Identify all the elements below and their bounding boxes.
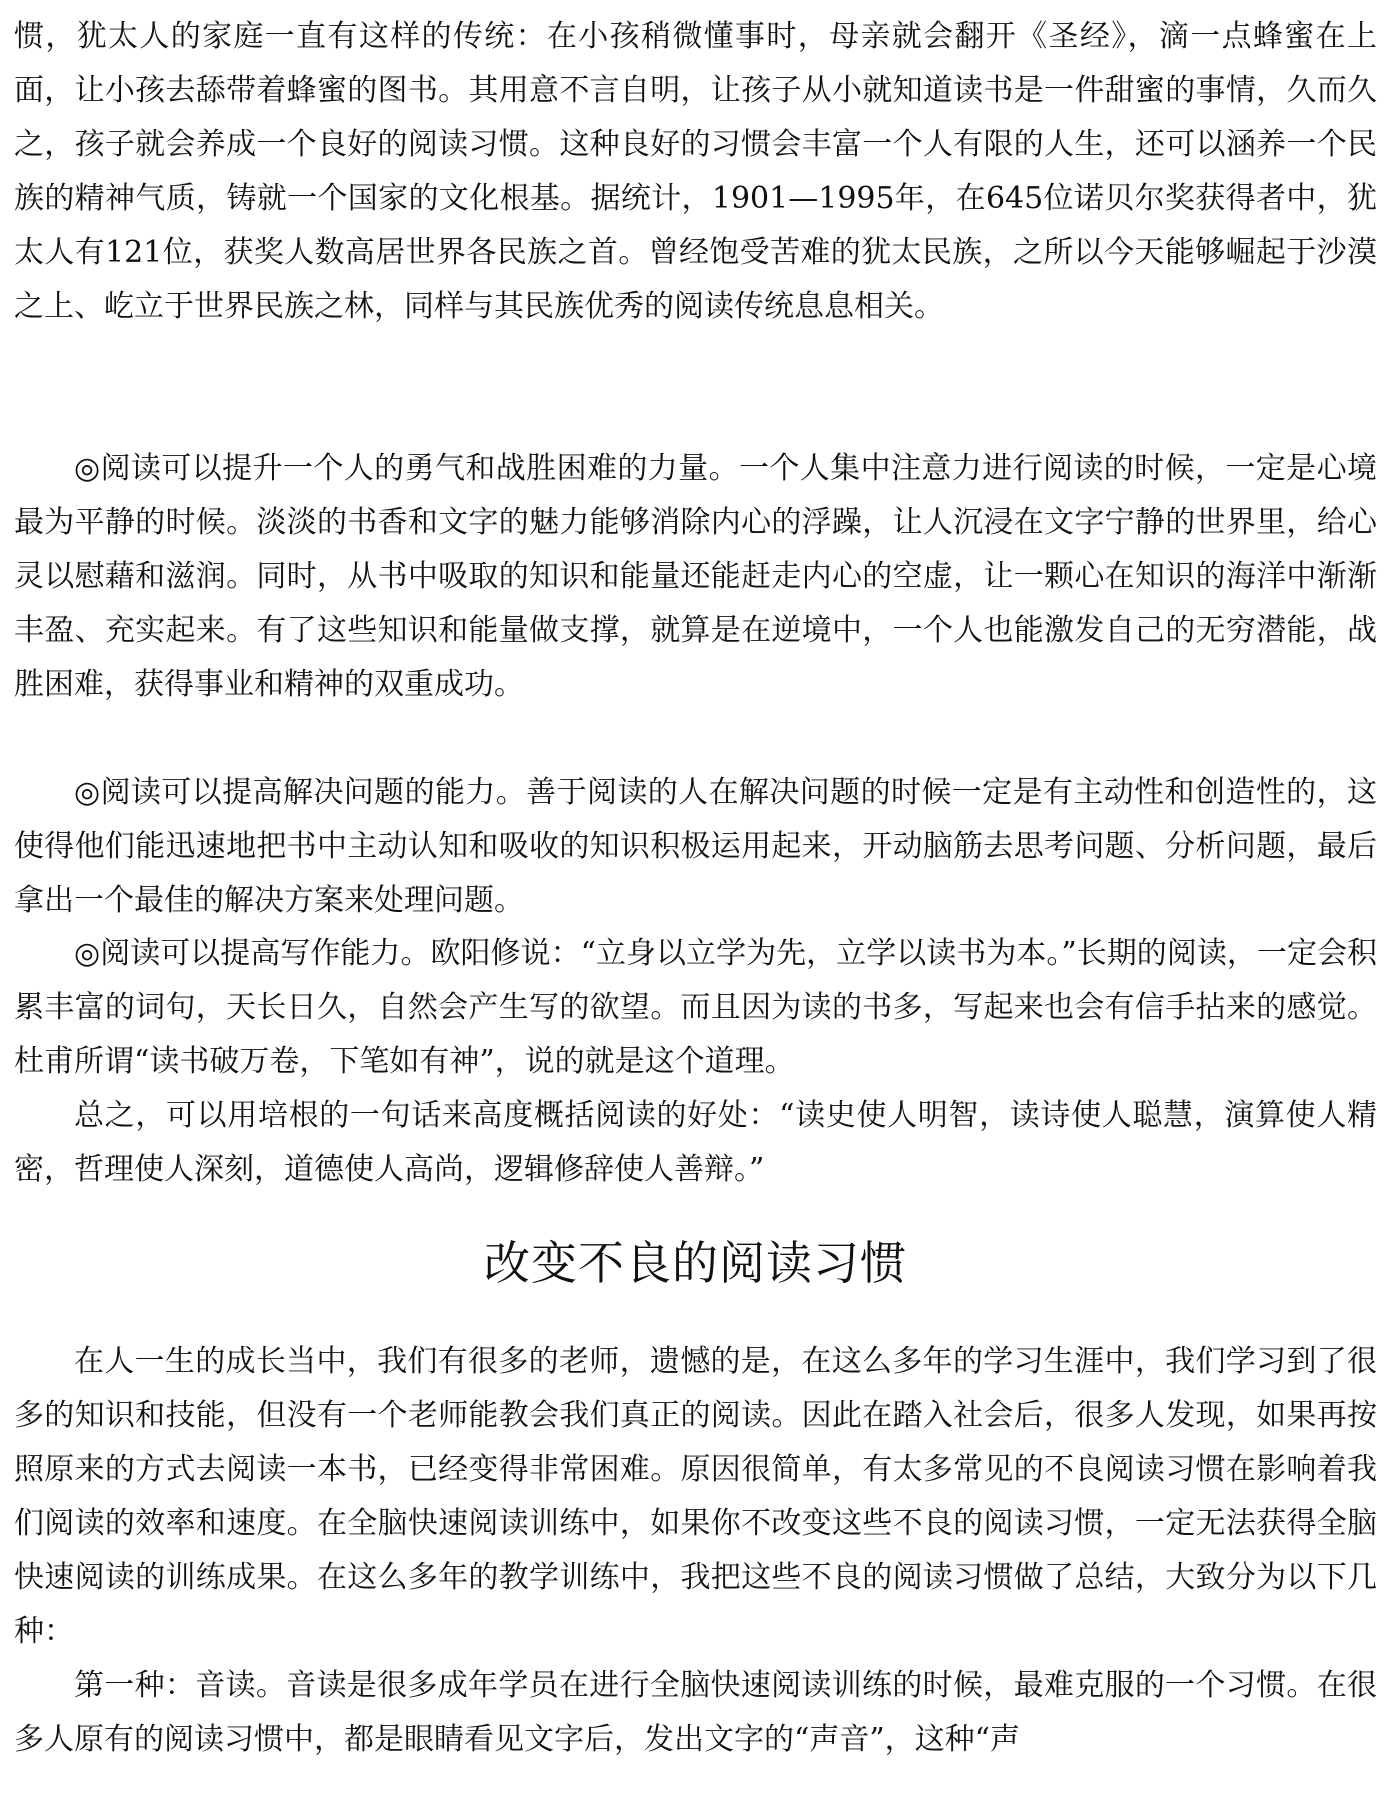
paragraph-bad-habits-intro: 在人一生的成长当中，我们有很多的老师，遗憾的是，在这么多年的学习生涯中，我们学习到了很多的知识和技能，但没有一个老师能教会我们真正的阅读。因此在踏入社会后，很多人发现，如果再按照原来的方式去阅读一本书，已经变得非常困难。原因很简单，有太多常见的不良阅读习惯在影响着我们阅读的效率和速度。在全脑快速阅读训练中，如果你不改变这些不良的阅读习惯，一定无法获得全脑快速阅读的训练成果。在这么多年的教学训练中，我把这些不良的阅读习惯做了总结，大致分为以下几种： bbox=[14, 1344, 1377, 1649]
paragraph-reading-courage: ◎阅读可以提升一个人的勇气和战胜困难的力量。一个人集中注意力进行阅读的时候，一定是心境最为平静的时候。淡淡的书香和文字的魅力能够消除内心的浮躁，让人沉浸在文字宁静的世界里，给心灵以慰藉和滋润。同时，从书中吸取的知识和能量还能赶走内心的空虚，让一颗心在知识的海洋中渐渐丰盈、充实起来。有了这些知识和能量做支撑，就算是在逆境中，一个人也能激发自己的无穷潜能，战胜困难，获得事业和精神的双重成功。 bbox=[14, 451, 1377, 702]
paragraph-subvocalization: 第一种：音读。音读是很多成年学员在进行全脑快速阅读训练的时候，最难克服的一个习惯。在很多人原有的阅读习惯中，都是眼睛看见文字后，发出文字的“声音”，这种“声 bbox=[14, 1668, 1377, 1757]
paragraph-jewish-reading-tradition: 惯，犹太人的家庭一直有这样的传统：在小孩稍微懂事时，母亲就会翻开《圣经》，滴一点蜂蜜在上面，让小孩去舔带着蜂蜜的图书。其用意不言自明，让孩子从小就知道读书是一件甜蜜的事情，久而久之，孩子就会养成一个良好的阅读习惯。这种良好的习惯会丰富一个人有限的人生，还可以涵养一个民族的精神气质，铸就一个国家的文化根基。据统计，1901—1995年，在645位诺贝尔奖获得者中，犹太人有121位，获奖人数高居世界各民族之首。曾经饱受苦难的犹太民族，之所以今天能够崛起于沙漠之上、屹立于世界民族之林，同样与其民族优秀的阅读传统息息相关。 bbox=[14, 19, 1377, 324]
paragraph-bacon-summary: 总之，可以用培根的一句话来高度概括阅读的好处：“读史使人明智，读诗使人聪慧，演算使人精密，哲理使人深刻，道德使人高尚，逻辑修辞使人善辩。” bbox=[14, 1098, 1377, 1187]
paragraph-reading-writing-ability: ◎阅读可以提高写作能力。欧阳修说：“立身以立学为先，立学以读书为本。”长期的阅读，一定会积累丰富的词句，天长日久，自然会产生写的欲望。而且因为读的书多，写起来也会有信手拈来的感觉。杜甫所谓“读书破万卷，下笔如有神”，说的就是这个道理。 bbox=[14, 936, 1377, 1079]
paragraph-reading-problem-solving: ◎阅读可以提高解决问题的能力。善于阅读的人在解决问题的时候一定是有主动性和创造性的，这使得他们能迅速地把书中主动认知和吸收的知识积极运用起来，开动脑筋去思考问题、分析问题，最后拿出一个最佳的解决方案来处理问题。 bbox=[14, 775, 1377, 918]
section-title: 改变不良的阅读习惯 bbox=[484, 1236, 907, 1290]
